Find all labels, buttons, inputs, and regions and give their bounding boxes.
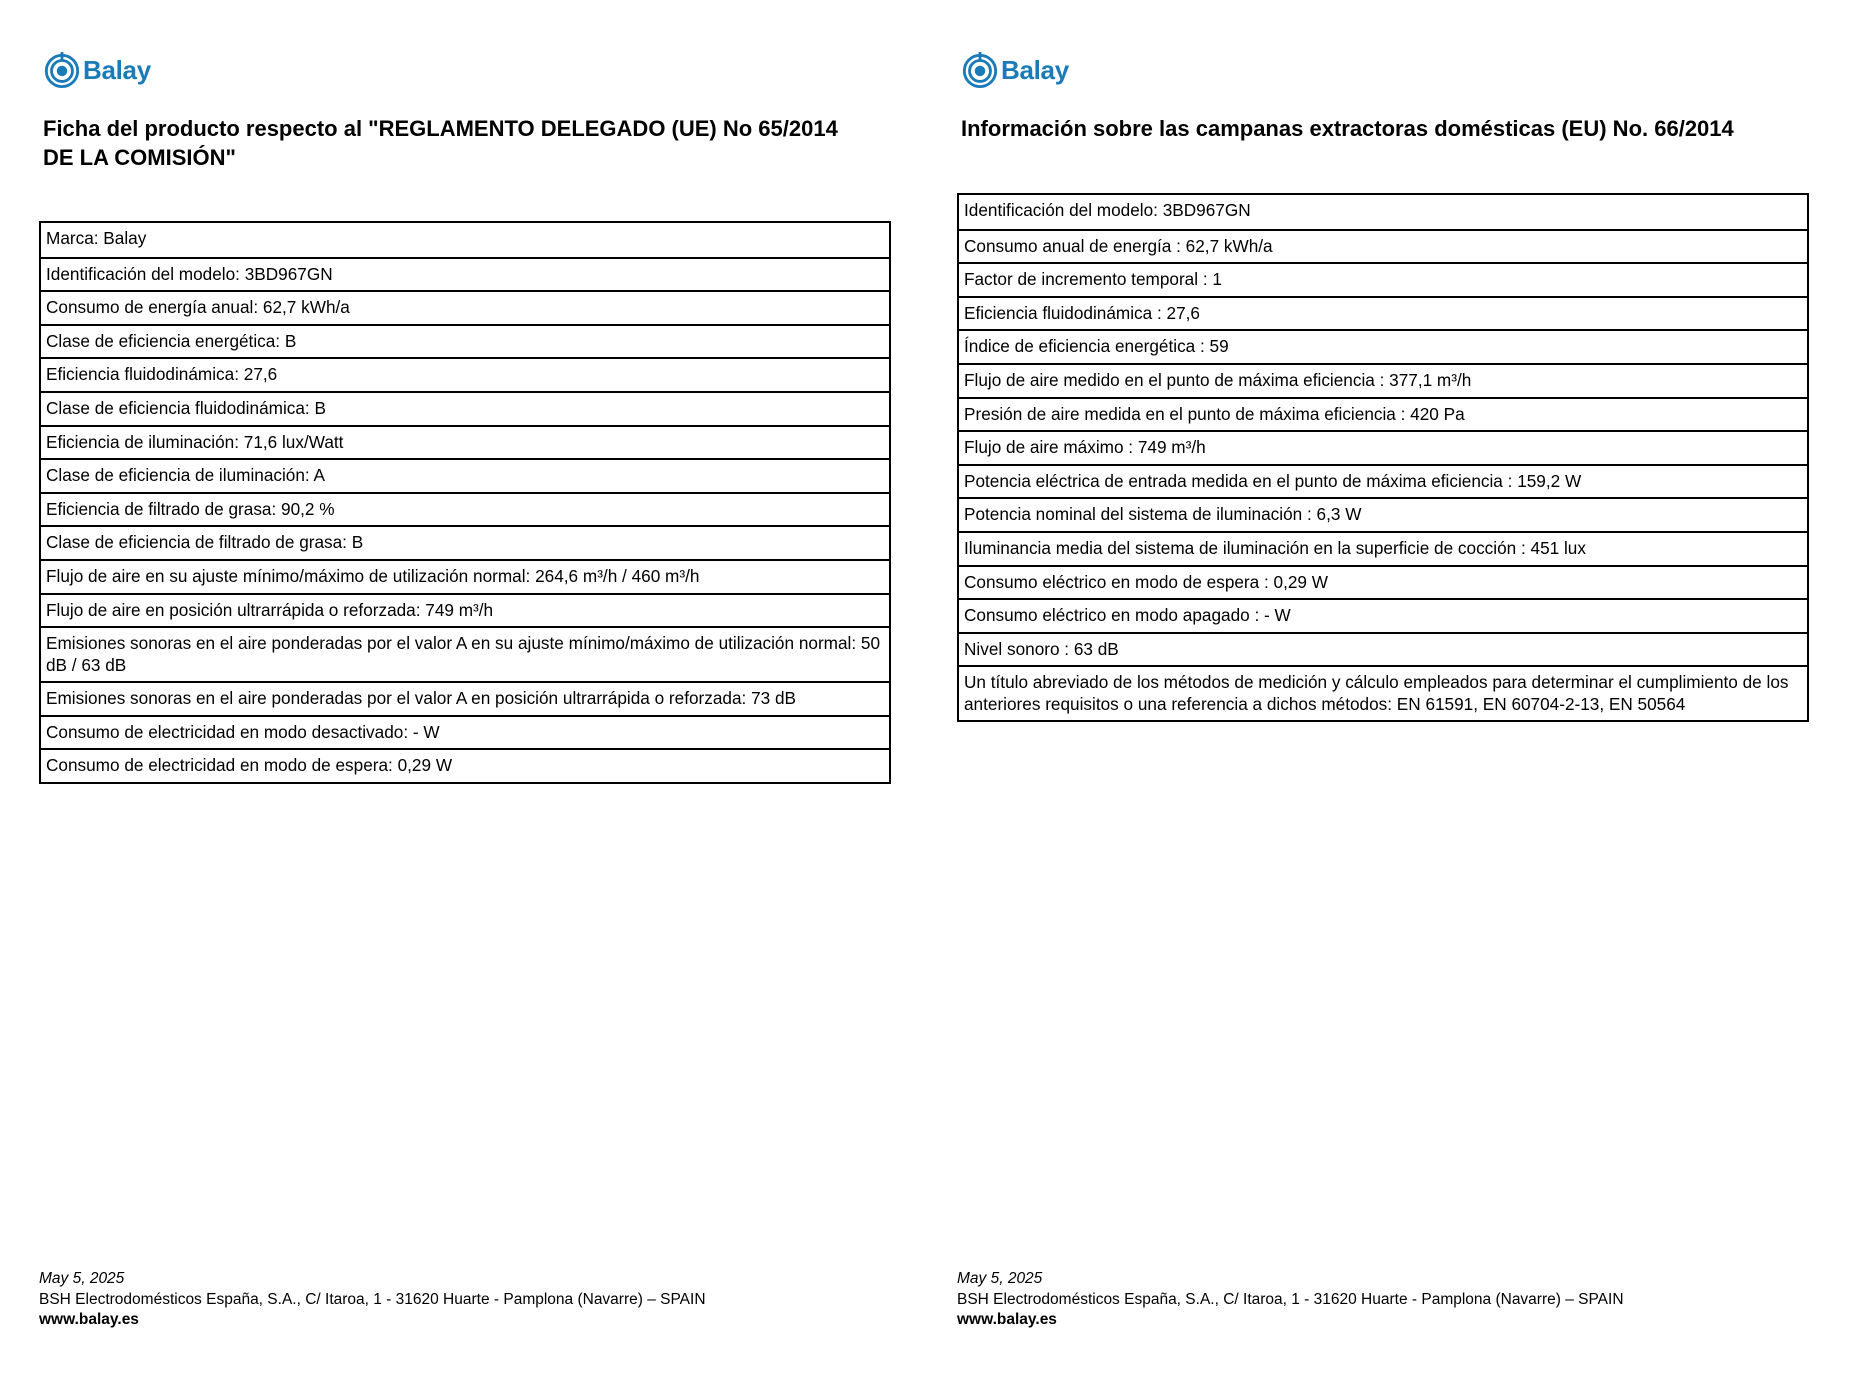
brand-logo bbox=[961, 50, 1069, 90]
spec-row: Nivel sonoro : 63 dB bbox=[959, 632, 1807, 666]
spec-row: Eficiencia de filtrado de grasa: 90,2 % bbox=[41, 492, 889, 526]
brand-name: Balay bbox=[1001, 54, 1069, 85]
footer bbox=[957, 1269, 1624, 1331]
spec-row: Índice de eficiencia energética : 59 bbox=[959, 329, 1807, 363]
footer-address: BSH Electrodomésticos España, S.A., C/ Itaroa, 1 - 31620 Huarte - Pamplona (Navarre) – SPAIN bbox=[957, 1290, 1624, 1308]
spec-row: Clase de eficiencia de iluminación: A bbox=[41, 458, 889, 492]
spec-row: Clase de eficiencia energética: B bbox=[41, 324, 889, 358]
balay-swirl-icon bbox=[43, 51, 81, 89]
spec-row: Consumo de electricidad en modo de espera: 0,29 W bbox=[41, 748, 889, 782]
footer-date: May 5, 2025 bbox=[39, 1270, 125, 1287]
balay-swirl-icon bbox=[961, 51, 999, 89]
spec-row: Clase de eficiencia de filtrado de grasa: B bbox=[41, 525, 889, 559]
spec-row: Identificación del modelo: 3BD967GN bbox=[41, 257, 889, 291]
brand-logo bbox=[43, 50, 151, 90]
spec-row: Emisiones sonoras en el aire ponderadas por el valor A en posición ultrarrápida o reforzada: 73 dB bbox=[41, 681, 889, 715]
page-title: Información sobre las campanas extractoras domésticas (EU) No. 66/2014 bbox=[961, 116, 1734, 141]
spec-row: Eficiencia fluidodinámica: 27,6 bbox=[41, 357, 889, 391]
spec-row: Emisiones sonoras en el aire ponderadas por el valor A en su ajuste mínimo/máximo de utilización normal: 50 dB / 63 dB bbox=[41, 626, 889, 681]
spec-row: Iluminancia media del sistema de iluminación en la superficie de cocción : 451 lux bbox=[959, 531, 1807, 565]
footer-address: BSH Electrodomésticos España, S.A., C/ Itaroa, 1 - 31620 Huarte - Pamplona (Navarre) – SPAIN bbox=[39, 1290, 706, 1308]
brand-name: Balay bbox=[83, 54, 151, 85]
spec-row: Consumo de electricidad en modo desactivado: - W bbox=[41, 715, 889, 749]
spec-row: Consumo eléctrico en modo apagado : - W bbox=[959, 598, 1807, 632]
spec-row: Consumo de energía anual: 62,7 kWh/a bbox=[41, 290, 889, 324]
spec-row: Eficiencia fluidodinámica : 27,6 bbox=[959, 296, 1807, 330]
right-page bbox=[957, 0, 1837, 1381]
spec-row: Flujo de aire en su ajuste mínimo/máximo de utilización normal: 264,6 m³/h / 460 m³/h bbox=[41, 559, 889, 593]
spec-row: Eficiencia de iluminación: 71,6 lux/Watt bbox=[41, 425, 889, 459]
spec-row: Flujo de aire medido en el punto de máxima eficiencia : 377,1 m³/h bbox=[959, 363, 1807, 397]
spec-row: Potencia eléctrica de entrada medida en el punto de máxima eficiencia : 159,2 W bbox=[959, 464, 1807, 498]
footer-website[interactable]: www.balay.es bbox=[957, 1311, 1057, 1328]
spec-row: Consumo eléctrico en modo de espera : 0,29 W bbox=[959, 565, 1807, 599]
spec-row: Flujo de aire en posición ultrarrápida o reforzada: 749 m³/h bbox=[41, 593, 889, 627]
page-title: Ficha del producto respecto al "REGLAMENTO DELEGADO (UE) No 65/2014 DE LA COMISIÓN" bbox=[43, 116, 838, 170]
spec-row: Potencia nominal del sistema de iluminación : 6,3 W bbox=[959, 497, 1807, 531]
spec-row: Factor de incremento temporal : 1 bbox=[959, 262, 1807, 296]
spec-row: Identificación del modelo: 3BD967GN bbox=[964, 200, 1251, 220]
spec-row: Clase de eficiencia fluidodinámica: B bbox=[41, 391, 889, 425]
spec-row: Un título abreviado de los métodos de medición y cálculo empleados para determinar el cumplimiento de los anteriores requisitos o una referencia a dichos métodos: EN 61591, EN 60704-2-13, EN 50564 bbox=[959, 665, 1807, 720]
footer-date: May 5, 2025 bbox=[957, 1270, 1043, 1287]
spec-row: Flujo de aire máximo : 749 m³/h bbox=[959, 430, 1807, 464]
spec-table bbox=[957, 193, 1809, 722]
spec-row: Presión de aire medida en el punto de máxima eficiencia : 420 Pa bbox=[959, 397, 1807, 431]
spec-row: Consumo anual de energía : 62,7 kWh/a bbox=[959, 229, 1807, 263]
spec-row: Marca: Balay bbox=[46, 228, 147, 248]
left-page bbox=[39, 0, 919, 1381]
footer bbox=[39, 1269, 706, 1331]
spec-table bbox=[39, 221, 891, 784]
footer-website[interactable]: www.balay.es bbox=[39, 1311, 139, 1328]
